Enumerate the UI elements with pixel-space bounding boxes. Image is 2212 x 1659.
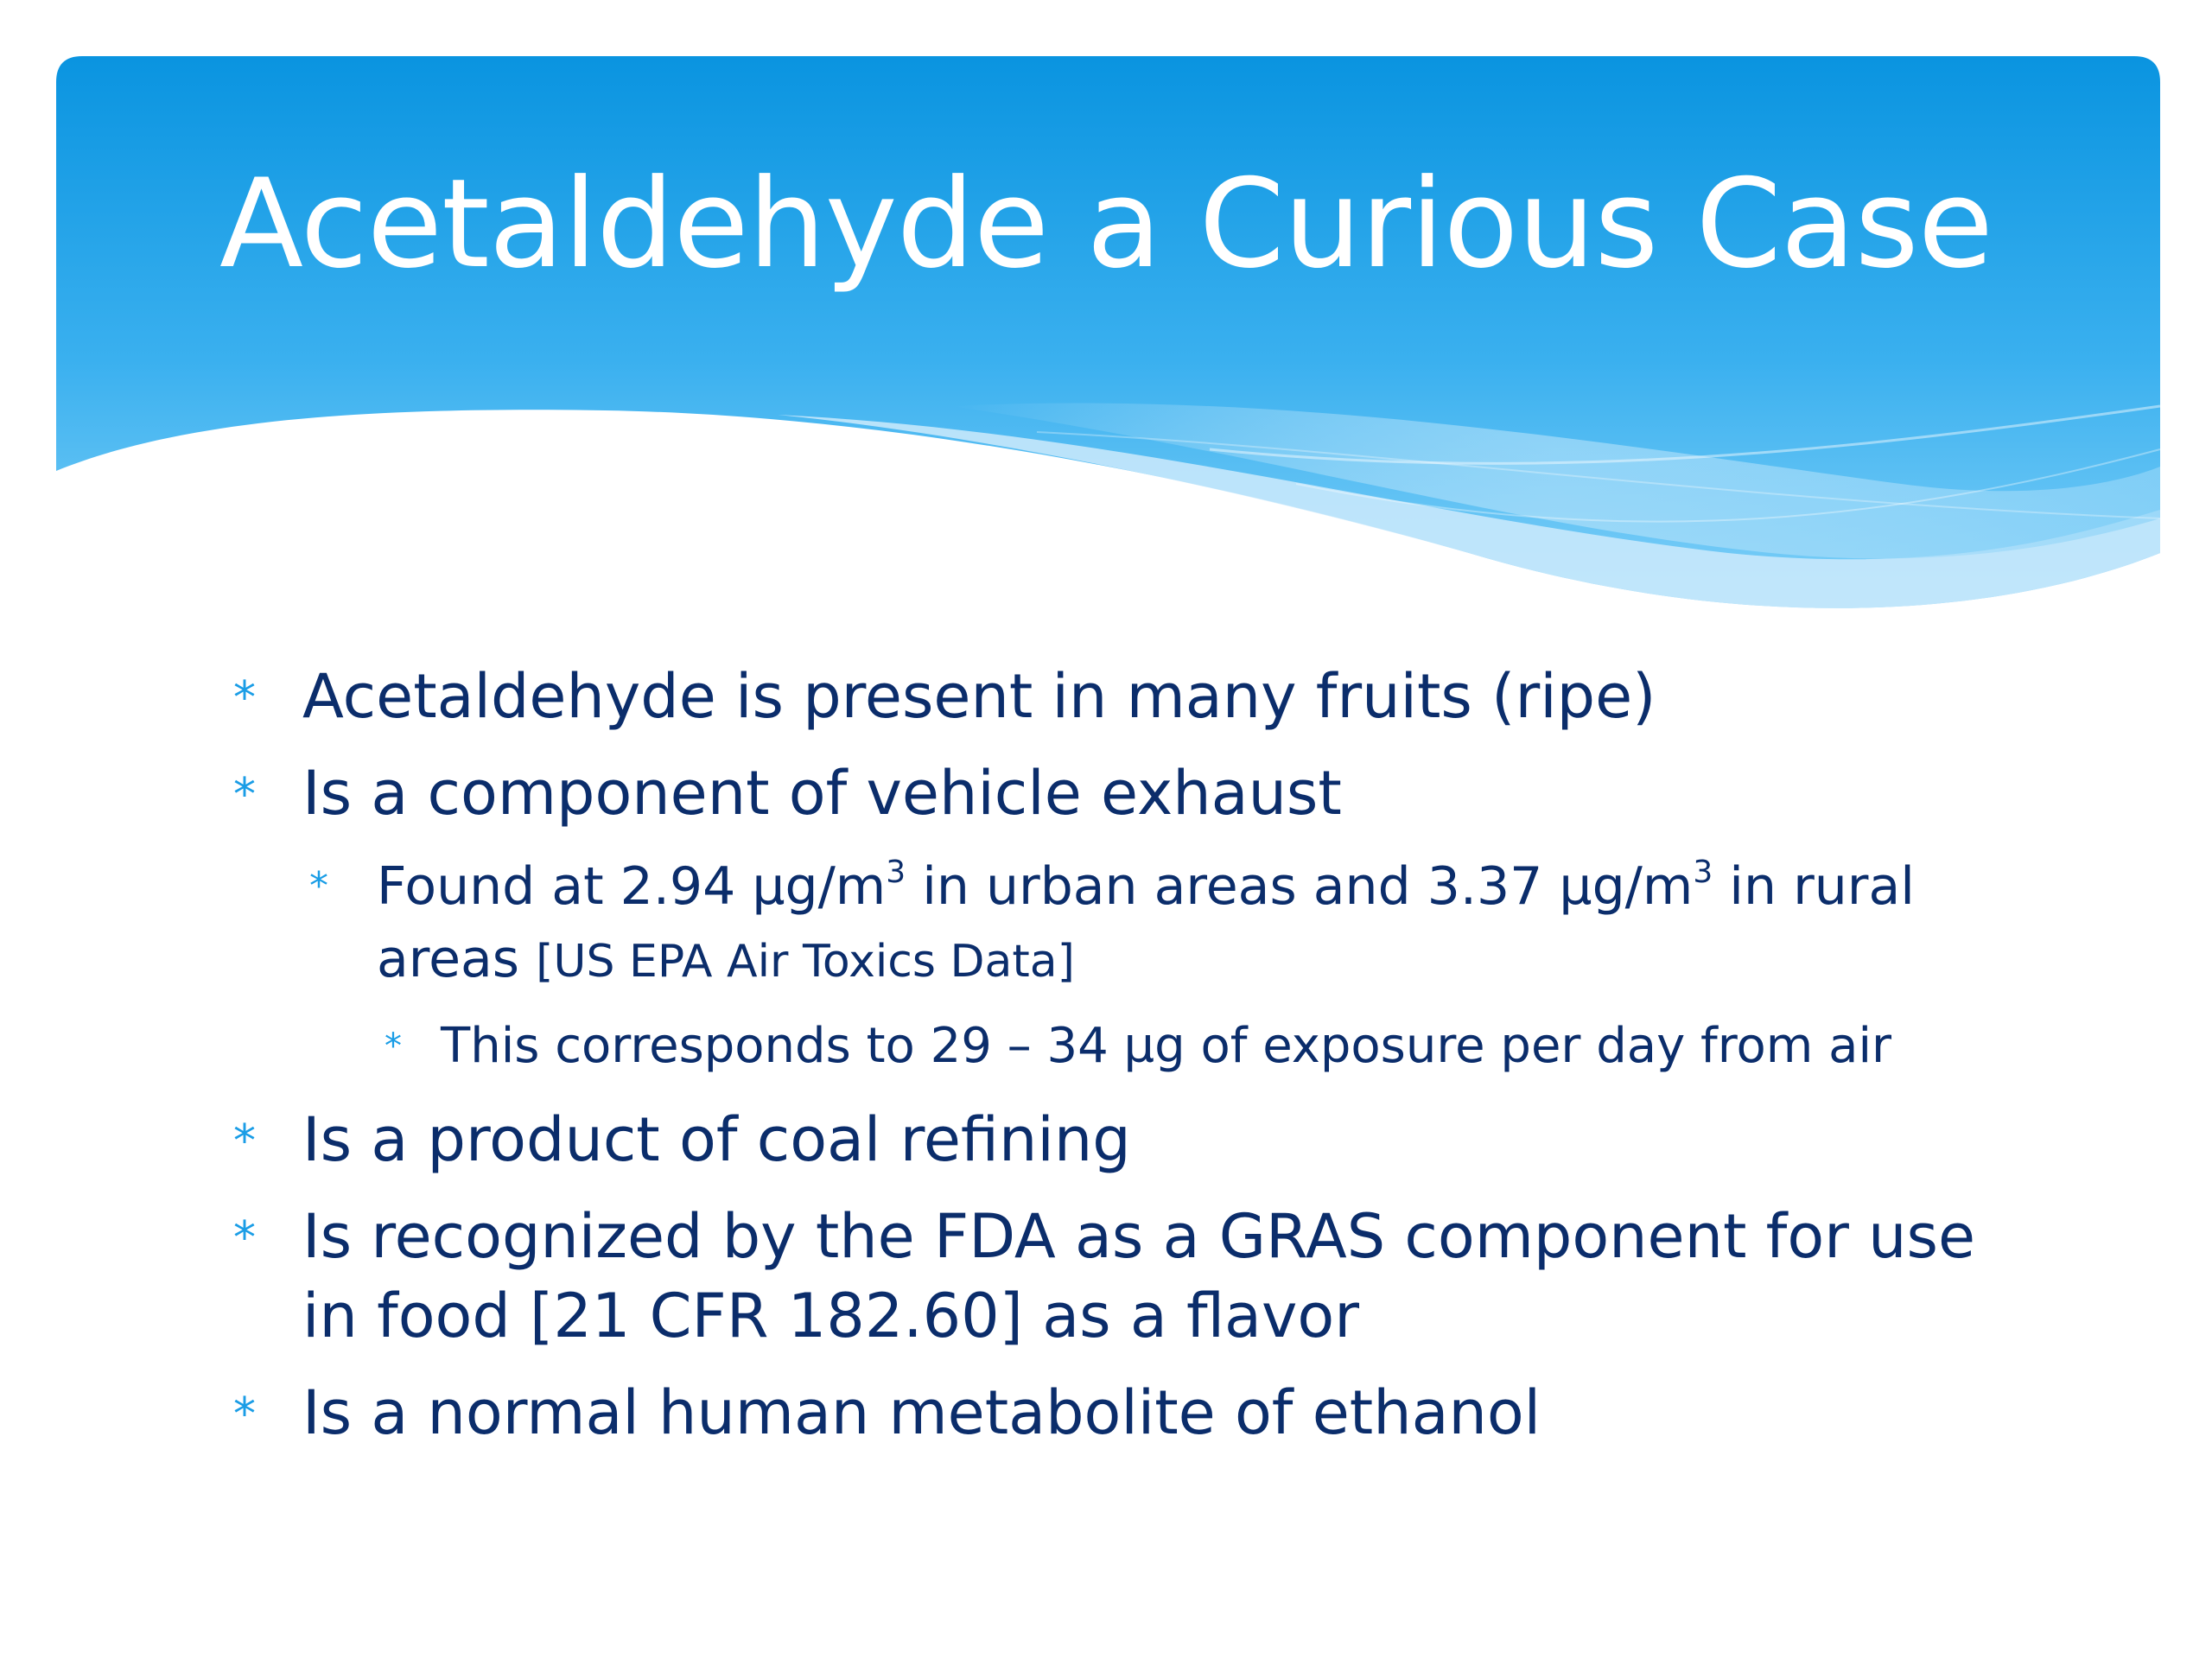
bullet-fruits — [233, 657, 2031, 736]
sub-sub-bullet-exposure — [233, 1012, 2031, 1081]
sub-bullet-concentration — [233, 850, 2031, 998]
header-wave-banner — [0, 0, 2212, 657]
bullet-text-part: Found at 2.94 µg/m — [377, 856, 887, 917]
bullet-asterisk-icon: * — [233, 1212, 256, 1264]
bullet-text-part: in rural areas — [377, 856, 1915, 989]
bullet-text: Is a product of coal refining — [302, 1104, 1131, 1175]
wave-graphic — [0, 0, 2212, 657]
bullet-asterisk-icon: * — [385, 1027, 402, 1066]
bullet-vehicle-exhaust — [233, 753, 2031, 833]
bullet-text: Acetaldehyde is present in many fruits (ripe) — [302, 661, 1656, 732]
bullet-text: This corresponds to 29 – 34 µg of exposure per day from air — [441, 1018, 1892, 1074]
bullet-coal-refining — [233, 1100, 2031, 1179]
bullet-metabolite — [233, 1373, 2031, 1452]
bullet-text: Is recognized by the FDA as a GRAS component for use in food [21 CFR 182.60] as a flavor — [302, 1201, 1976, 1351]
bullet-asterisk-icon: * — [233, 1389, 256, 1440]
bullet-asterisk-icon: * — [233, 1116, 256, 1167]
bullet-asterisk-icon: * — [309, 864, 328, 908]
bullet-text-part: in urban areas and 3.37 µg/m — [906, 856, 1694, 917]
citation: [US EPA Air Toxics Data] — [536, 936, 1075, 988]
superscript: 3 — [1693, 854, 1713, 890]
slide-title: Acetaldehyde a Curious Case — [219, 153, 1993, 296]
superscript: 3 — [886, 854, 906, 890]
bullet-text: Is a normal human metabolite of ethanol — [302, 1377, 1541, 1448]
bullet-fda-gras — [233, 1197, 2031, 1356]
bullet-text: Is a component of vehicle exhaust — [302, 758, 1342, 829]
bullet-list — [233, 657, 2031, 1470]
bullet-asterisk-icon: * — [233, 672, 256, 724]
bullet-asterisk-icon: * — [233, 769, 256, 821]
